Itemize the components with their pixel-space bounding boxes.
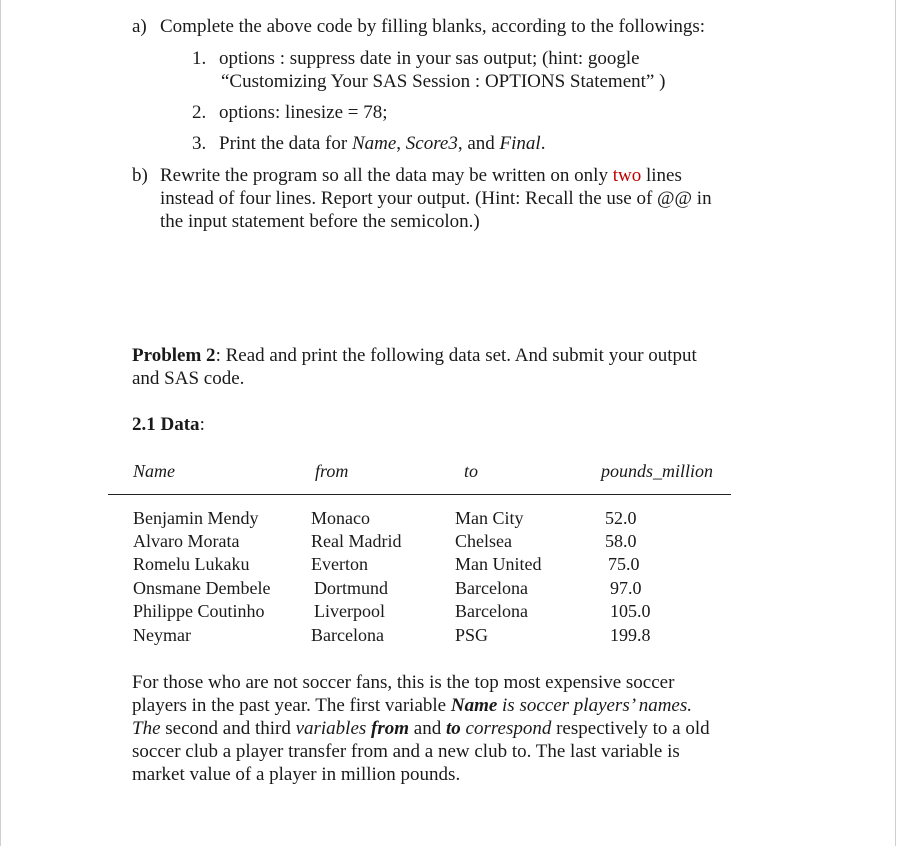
- item-2-number: 2.: [192, 102, 207, 123]
- cell-to: Man City: [455, 508, 524, 528]
- problem-2-heading: Problem 2: [132, 345, 216, 366]
- cell-from: Real Madrid: [311, 531, 402, 551]
- cell-from: Everton: [311, 554, 368, 574]
- cell-name: Romelu Lukaku: [133, 554, 250, 574]
- header-pounds-million: pounds_million: [601, 461, 714, 481]
- header-name: Name: [133, 461, 175, 481]
- cell-from: Dortmund: [314, 578, 388, 598]
- cell-from: Liverpool: [314, 601, 385, 621]
- cell-pounds: 199.8: [610, 625, 651, 645]
- cell-pounds: 75.0: [608, 554, 640, 574]
- item-3-number: 3.: [192, 133, 207, 154]
- part-b-line-1: Rewrite the program so all the data may be written on only two lines: [160, 165, 682, 186]
- item-3-text: Print the data for Name, Score3, and Final.: [219, 133, 546, 154]
- table-header-rule: [108, 494, 731, 495]
- part-b-line-2: instead of four lines. Report your output. (Hint: Recall the use of @@ in: [160, 188, 712, 209]
- cell-name: Alvaro Morata: [133, 531, 240, 551]
- item-1-number: 1.: [192, 48, 207, 69]
- part-a-text: Complete the above code by filling blanks, according to the followings:: [160, 16, 706, 37]
- header-to: to: [464, 461, 479, 481]
- problem-2-line-1: Problem 2: Read and print the following data set. And submit your output: [132, 345, 697, 366]
- page-border-right: [895, 0, 896, 846]
- item-2-text: options: linesize = 78;: [219, 102, 388, 123]
- description-line-3: The second and third variables from and to correspond respectively to a old: [132, 718, 710, 739]
- section-title: 2.1 Data:: [132, 414, 205, 435]
- cell-name: Neymar: [133, 625, 191, 645]
- item-1-line-1: options : suppress date in your sas output; (hint: google: [219, 48, 640, 69]
- cell-to: Barcelona: [455, 601, 528, 621]
- part-a-label: a): [132, 16, 147, 37]
- page-border-left: [0, 0, 1, 846]
- cell-pounds: 105.0: [610, 601, 651, 621]
- cell-name: Benjamin Mendy: [133, 508, 259, 528]
- cell-to: PSG: [455, 625, 489, 645]
- header-from: from: [315, 461, 349, 481]
- cell-name: Onsmane Dembele: [133, 578, 271, 598]
- description-line-2: players in the past year. The first variable Name is soccer players’ names.: [132, 695, 692, 716]
- cell-to: Barcelona: [455, 578, 528, 598]
- description-line-1: For those who are not soccer fans, this is the top most expensive soccer: [132, 672, 675, 693]
- description-line-4: soccer club a player transfer from and a new club to. The last variable is: [132, 741, 680, 762]
- cell-from: Monaco: [311, 508, 370, 528]
- description-line-5: market value of a player in million pounds.: [132, 764, 461, 785]
- part-b-line-3: the input statement before the semicolon.): [160, 211, 480, 232]
- cell-to: Man United: [455, 554, 542, 574]
- cell-from: Barcelona: [311, 625, 384, 645]
- part-b-label: b): [132, 165, 148, 186]
- cell-pounds: 58.0: [605, 531, 637, 551]
- highlight-two: two: [612, 165, 642, 186]
- cell-name: Philippe Coutinho: [133, 601, 265, 621]
- cell-pounds: 97.0: [610, 578, 642, 598]
- cell-to: Chelsea: [455, 531, 512, 551]
- item-1-line-2: “Customizing Your SAS Session : OPTIONS Statement” ): [221, 71, 666, 92]
- cell-pounds: 52.0: [605, 508, 637, 528]
- problem-2-line-2: and SAS code.: [132, 368, 245, 389]
